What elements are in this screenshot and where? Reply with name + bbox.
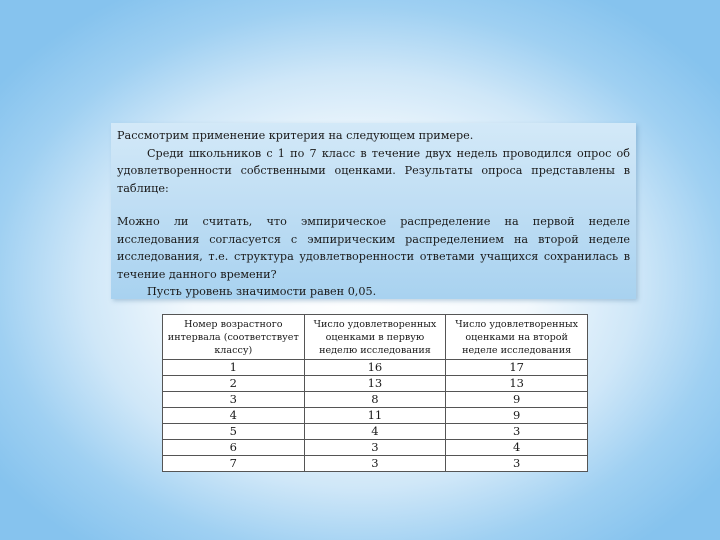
header-age-interval: Номер возрастного интервала (соответствует классу) [163,315,305,360]
header-week-2: Число удовлетворенных оценками на второй неделе исследования [446,315,588,360]
cell-interval: 2 [163,376,305,392]
table-row [163,456,588,472]
cell-week-2: 9 [446,392,588,408]
cell-interval: 1 [163,360,305,376]
cell-week-2: 9 [446,408,588,424]
cell-interval: 4 [163,408,305,424]
research-question: Можно ли считать, что эмпирическое распределение на первой неделе исследования согласуется с эмпирическим распределением на второй неделе исследования, т.е. структура удовлетворенности ответами учащихся сохранилась в течение данного времени? [117,215,630,281]
cell-week-1: 11 [304,408,446,424]
cell-week-2: 3 [446,456,588,472]
cell-interval: 5 [163,424,305,440]
cell-week-1: 3 [304,440,446,456]
table-row [163,360,588,376]
survey-results-table [162,314,588,472]
significance-level: Пусть уровень значимости равен 0,05. [147,285,377,298]
cell-interval: 3 [163,392,305,408]
cell-week-1: 13 [304,376,446,392]
cell-week-2: 17 [446,360,588,376]
cell-week-1: 4 [304,424,446,440]
cell-week-2: 4 [446,440,588,456]
cell-interval: 6 [163,440,305,456]
table-row [163,376,588,392]
problem-text-box [111,123,636,299]
table-row [163,440,588,456]
cell-interval: 7 [163,456,305,472]
table-row [163,424,588,440]
survey-description: Среди школьников с 1 по 7 класс в течение двух недель проводился опрос об удовлетворенности собственными оценками. Результаты опроса представлены в таблице: [117,146,630,195]
intro-line: Рассмотрим применение критерия на следующем примере. [117,129,474,142]
cell-week-2: 3 [446,424,588,440]
cell-week-1: 3 [304,456,446,472]
header-week-1: Число удовлетворенных оценками в первую неделю исследования [304,315,446,360]
table-header-row [163,315,588,360]
cell-week-1: 8 [304,392,446,408]
cell-week-1: 16 [304,360,446,376]
table-row [163,392,588,408]
cell-week-2: 13 [446,376,588,392]
table-row [163,408,588,424]
